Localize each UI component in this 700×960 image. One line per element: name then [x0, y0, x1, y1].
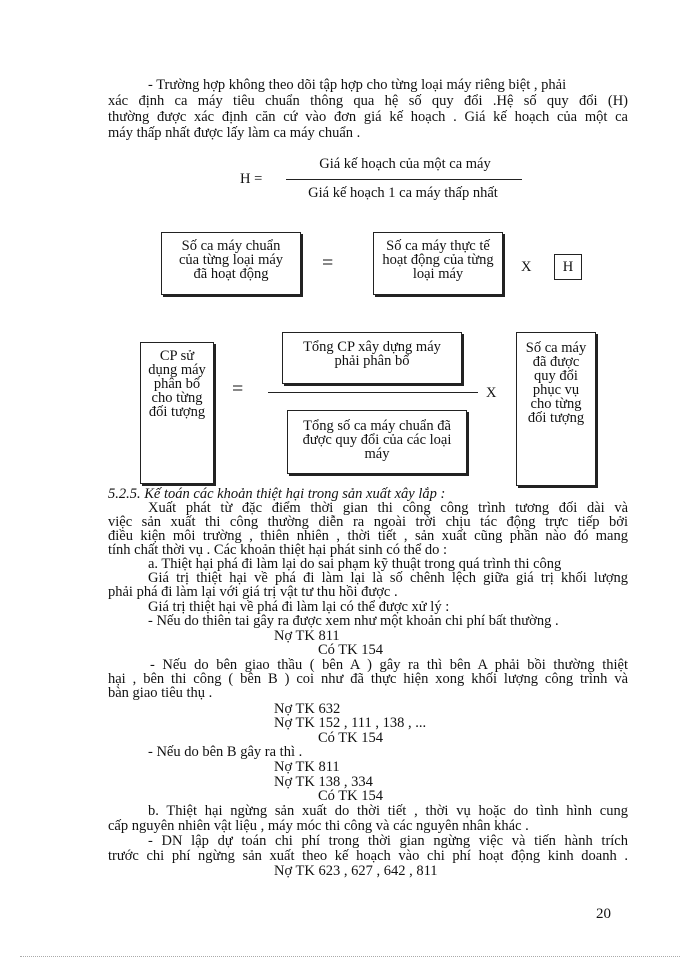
- fraction-bar: [268, 392, 478, 393]
- page-bottom-border: [20, 956, 680, 957]
- intro-line: thường được xác định căn cứ vào đơn giá kế hoạch . Giá kế hoạch của một ca: [108, 109, 628, 125]
- equals-sign: =: [232, 378, 244, 400]
- journal-entry: Có TK 154: [318, 788, 383, 804]
- box-standard-shifts: Số ca máy chuẩn của từng loại máy đã hoạt động: [161, 232, 301, 295]
- body-line: cấp nguyên nhiên vật liệu , máy móc thi công và các nguyên nhân khác .: [108, 818, 529, 834]
- intro-line: - Trường hợp không theo dõi tập hợp cho từng loại máy riêng biệt , phải: [148, 77, 567, 93]
- body-line: trước chi phí ngừng sản xuất theo kế hoạch vào chi phí hoạt động kinh doanh .: [108, 848, 628, 864]
- box-converted-shifts: Số ca máy đã được quy đổi phục vụ cho từng đối tượng: [516, 332, 596, 486]
- journal-entry: Nợ TK 632: [274, 701, 341, 717]
- equals-sign: =: [322, 252, 334, 274]
- body-line: - Nếu do thiên tai gây ra được xem như một khoản chi phí bất thường .: [148, 613, 559, 629]
- body-line: bàn giao tiêu thụ .: [108, 685, 213, 701]
- body-line: tính chất thời vụ . Các khoản thiệt hại phát sinh có thể do :: [108, 542, 448, 558]
- body-line: - Nếu do bên giao thầu ( bên A ) gây ra thì bên A phải bồi thường thiệt: [150, 657, 628, 673]
- body-line: phải phá đi làm lại với giá trị vật tư thu hồi được .: [108, 584, 398, 600]
- journal-entry: Có TK 154: [318, 730, 383, 746]
- box-actual-shifts: Số ca máy thực tế hoạt động của từng loại máy: [373, 232, 503, 295]
- page-number: 20: [596, 906, 611, 922]
- section-heading: 5.2.5. Kế toán các khoản thiệt hại trong sản xuất xây lắp :: [108, 486, 446, 502]
- body-line: việc sản xuất thi công thường diễn ra ngoài trời chịu tác động trực tiếp bởi: [108, 514, 628, 530]
- journal-entry: Nợ TK 623 , 627 , 642 , 811: [274, 863, 438, 879]
- formula-h-numerator: Giá kế hoạch của một ca máy: [319, 156, 491, 172]
- box-total-cost: Tổng CP xây dựng máy phải phân bổ: [282, 332, 462, 384]
- body-line: - DN lập dự toán chi phí trong thời gian ngừng việc và tiến hành trích: [148, 833, 628, 849]
- box-total-standard-shifts: Tổng số ca máy chuẩn đã được quy đổi của các loại máy: [287, 410, 467, 474]
- body-line: Giá trị thiệt hại về phá đi làm lại là số chênh lệch giữa giá trị khối lượng: [148, 570, 628, 586]
- formula-h-denominator: Giá kế hoạch 1 ca máy thấp nhất: [308, 185, 498, 201]
- journal-entry: Nợ TK 811: [274, 759, 340, 775]
- intro-line: máy thấp nhất được lấy làm ca máy chuẩn .: [108, 125, 361, 141]
- box-coefficient-h: H: [554, 254, 582, 280]
- multiply-sign: X: [486, 385, 497, 401]
- journal-entry: Nợ TK 138 , 334: [274, 774, 373, 790]
- body-line: điều kiện môi trường , thiên nhiên , thời tiết , sản xuất cũng phần nào đó mang: [108, 528, 628, 544]
- body-line: - Nếu do bên B gây ra thì .: [148, 744, 303, 760]
- body-line: hại , bên thi công ( bên B ) coi như đã thực hiện xong khối lượng công trình và: [108, 671, 628, 687]
- journal-entry: Nợ TK 152 , 111 , 138 , ...: [274, 715, 427, 731]
- formula-h-lhs: H =: [240, 171, 263, 187]
- journal-entry: Có TK 154: [318, 642, 383, 658]
- body-line: a. Thiệt hại phá đi làm lại do sai phạm kỹ thuật trong quá trình thi công: [148, 556, 562, 572]
- journal-entry: Nợ TK 811: [274, 628, 340, 644]
- fraction-bar: [286, 179, 522, 180]
- body-line: Giá trị thiệt hại về phá đi làm lại có thể được xử lý :: [148, 599, 450, 615]
- body-line: Xuất phát từ đặc điểm thời gian thi công công trình tương đối dài và: [148, 500, 628, 516]
- body-line: b. Thiệt hại ngừng sản xuất do thời tiết , thời vụ hoặc do tình hình cung: [148, 803, 628, 819]
- intro-line: xác định ca máy tiêu chuẩn thông qua hệ số quy đổi .Hệ số quy đổi (H): [108, 93, 628, 109]
- box-machine-cost: CP sử dụng máy phân bổ cho từng đối tượng: [140, 342, 214, 484]
- multiply-sign: X: [521, 259, 532, 275]
